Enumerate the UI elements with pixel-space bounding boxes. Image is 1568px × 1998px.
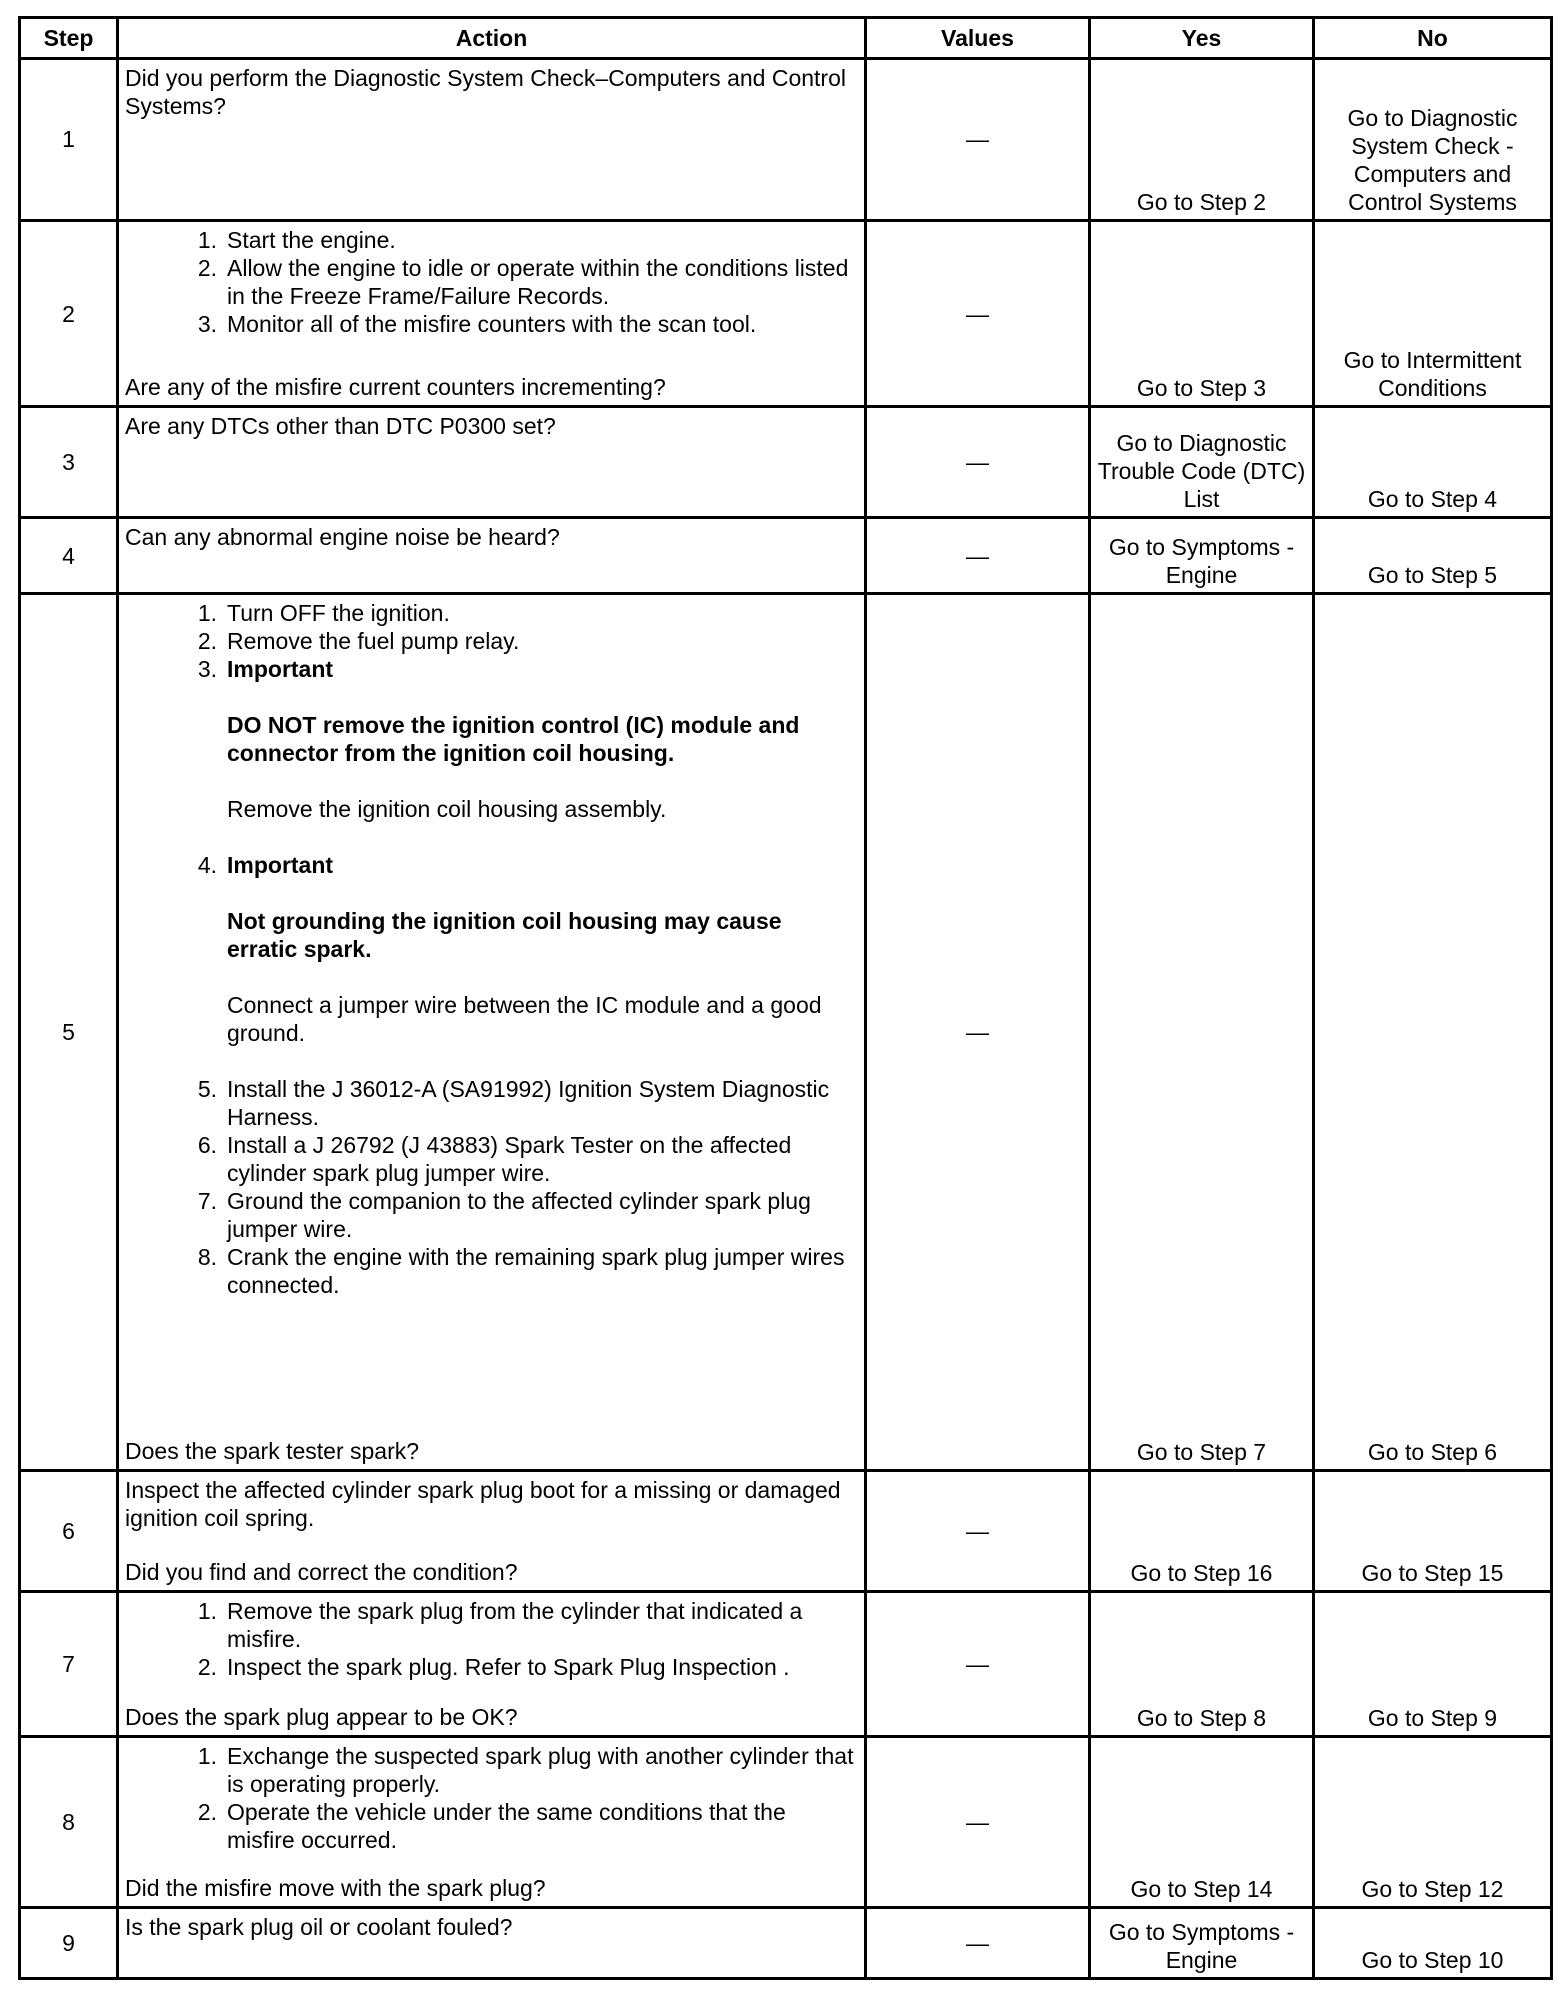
no-outcome: Go to Step 15 [1314, 1470, 1552, 1591]
action-content [125, 1476, 856, 1586]
step-number: 1 [20, 59, 118, 221]
item-text: Ground the companion to the affected cylinder spark plug jumper wire. [227, 1188, 811, 1243]
yes-outcome: Go to Step 7 [1090, 594, 1314, 1471]
action-cell [118, 220, 866, 406]
action-question: Does the spark plug appear to be OK? [125, 1704, 518, 1731]
action-cell [118, 59, 866, 221]
action-cell [118, 517, 866, 593]
spacer [227, 1047, 856, 1075]
action-content [125, 412, 856, 512]
item-text: Monitor all of the misfire counters with the scan tool. [227, 310, 757, 337]
item-text: Connect a jumper wire between the IC module and a good ground. [227, 992, 822, 1047]
action-content [125, 1742, 856, 1901]
item-text: Operate the vehicle under the same conditions that the misfire occurred. [227, 1799, 786, 1854]
no-outcome: Go to Step 9 [1314, 1592, 1552, 1737]
item-number: 5. [197, 1076, 217, 1103]
action-items [125, 412, 856, 512]
item-body [227, 1798, 856, 1854]
yes-outcome: Go to Step 2 [1090, 59, 1314, 221]
spacer [227, 963, 856, 991]
values-cell: — [866, 594, 1090, 1471]
values-cell: — [866, 407, 1090, 518]
table-row [20, 220, 1552, 406]
item-number: 3. [197, 656, 217, 683]
step-number: 9 [20, 1907, 118, 1978]
action-items [125, 1742, 856, 1873]
no-outcome: Go to Step 12 [1314, 1737, 1552, 1907]
step-number: 7 [20, 1592, 118, 1737]
item-number: 2. [197, 254, 217, 281]
action-question: Are any of the misfire current counters incrementing? [125, 374, 666, 401]
yes-outcome: Go to Diagnostic Trouble Code (DTC) List [1090, 407, 1314, 518]
table-row [20, 1470, 1552, 1591]
action-items [125, 64, 856, 215]
action-step-item [125, 1653, 856, 1681]
values-cell: — [866, 1592, 1090, 1737]
item-body [227, 1243, 856, 1299]
action-cell [118, 1592, 866, 1737]
action-step-item [125, 851, 856, 1075]
action-items [125, 523, 856, 588]
action-step-item [125, 599, 856, 627]
item-text: Remove the ignition coil housing assembly. [227, 796, 667, 823]
item-body [227, 599, 856, 627]
item-number: 8. [197, 1244, 217, 1271]
action-items [125, 1476, 856, 1558]
important-heading: Important [227, 852, 334, 879]
action-items [125, 226, 856, 373]
action-cell [118, 1737, 866, 1907]
action-items [125, 1913, 856, 1973]
item-text: Install a J 26792 (J 43883) Spark Tester on the affected cylinder spark plug jumper wire. [227, 1132, 792, 1187]
spacer [227, 767, 856, 795]
spacer [227, 823, 856, 851]
action-step-item [125, 1597, 856, 1653]
yes-outcome: Go to Symptoms - Engine [1090, 517, 1314, 593]
header-no: No [1314, 18, 1552, 59]
item-text: Remove the fuel pump relay. [227, 628, 520, 655]
item-body [227, 851, 856, 1075]
item-body [227, 1075, 856, 1131]
action-text: Are any DTCs other than DTC P0300 set? [125, 413, 556, 440]
action-step-item [125, 1742, 856, 1798]
action-cell [118, 1907, 866, 1978]
table-row [20, 407, 1552, 518]
important-heading: Important [227, 656, 334, 683]
item-number: 6. [197, 1132, 217, 1159]
no-outcome: Go to Step 5 [1314, 517, 1552, 593]
action-text: Is the spark plug oil or coolant fouled? [125, 1913, 513, 1940]
spacer [227, 683, 856, 711]
action-content [125, 1913, 856, 1973]
action-step-item [125, 1798, 856, 1854]
important-note: DO NOT remove the ignition control (IC) module and connector from the ignition coil housing. [227, 712, 800, 767]
item-number: 2. [197, 628, 217, 655]
item-text: Crank the engine with the remaining spark plug jumper wires connected. [227, 1244, 845, 1299]
item-number: 7. [197, 1188, 217, 1215]
values-cell: — [866, 1737, 1090, 1907]
no-outcome: Go to Diagnostic System Check - Computers and Control Systems [1314, 59, 1552, 221]
action-cell [118, 407, 866, 518]
action-step-item [125, 226, 856, 254]
table-row [20, 594, 1552, 1471]
action-step-item [125, 254, 856, 310]
no-outcome: Go to Step 6 [1314, 594, 1552, 1471]
action-content [125, 226, 856, 401]
table-row [20, 1737, 1552, 1907]
item-number: 3. [197, 310, 217, 337]
item-body [227, 226, 856, 254]
action-question: Does the spark tester spark? [125, 1437, 420, 1464]
item-text: Install the J 36012-A (SA91992) Ignition System Diagnostic Harness. [227, 1076, 830, 1131]
action-question: Did you find and correct the condition? [125, 1559, 518, 1585]
header-values: Values [866, 18, 1090, 59]
values-cell: — [866, 1907, 1090, 1978]
action-cell [118, 1470, 866, 1591]
no-outcome: Go to Intermittent Conditions [1314, 220, 1552, 406]
action-text: Inspect the affected cylinder spark plug boot for a missing or damaged ignition coil spring. [125, 1476, 841, 1531]
no-outcome: Go to Step 10 [1314, 1907, 1552, 1978]
item-text: Inspect the spark plug. Refer to Spark Plug Inspection . [227, 1654, 790, 1680]
step-number: 8 [20, 1737, 118, 1907]
table-row [20, 1592, 1552, 1737]
item-number: 1. [197, 1743, 217, 1770]
yes-outcome: Go to Symptoms - Engine [1090, 1907, 1314, 1978]
important-note: Not grounding the ignition coil housing may cause erratic spark. [227, 908, 782, 963]
no-outcome: Go to Step 4 [1314, 407, 1552, 518]
table-row [20, 59, 1552, 221]
yes-outcome: Go to Step 8 [1090, 1592, 1314, 1737]
step-number: 6 [20, 1470, 118, 1591]
diagnostic-table [18, 16, 1553, 1980]
item-text: Allow the engine to idle or operate within the conditions listed in the Freeze Frame/Failure Records. [227, 254, 849, 309]
action-question: Did the misfire move with the spark plug? [125, 1874, 546, 1901]
header-step: Step [20, 18, 118, 59]
yes-outcome: Go to Step 16 [1090, 1470, 1314, 1591]
action-step-item [125, 627, 856, 655]
yes-outcome: Go to Step 14 [1090, 1737, 1314, 1907]
action-step-item [125, 655, 856, 851]
item-body [227, 310, 856, 338]
action-items [125, 1597, 856, 1703]
item-text: Turn OFF the ignition. [227, 600, 450, 627]
item-body [227, 627, 856, 655]
item-body [227, 1742, 856, 1798]
step-number: 5 [20, 594, 118, 1471]
action-cell [118, 594, 866, 1471]
action-text: Can any abnormal engine noise be heard? [125, 523, 560, 550]
action-content [125, 64, 856, 215]
item-text: Remove the spark plug from the cylinder that indicated a misfire. [227, 1598, 803, 1652]
action-step-item [125, 1243, 856, 1299]
action-step-item [125, 1187, 856, 1243]
step-number: 3 [20, 407, 118, 518]
spacer [227, 879, 856, 907]
action-content [125, 1597, 856, 1731]
action-content [125, 599, 856, 1465]
yes-outcome: Go to Step 3 [1090, 220, 1314, 406]
item-number: 1. [197, 1598, 217, 1624]
item-text: Exchange the suspected spark plug with another cylinder that is operating properly. [227, 1743, 854, 1798]
action-text: Did you perform the Diagnostic System Check–Computers and Control Systems? [125, 65, 846, 119]
item-number: 2. [197, 1654, 217, 1680]
item-number: 1. [197, 600, 217, 627]
item-body [227, 1131, 856, 1187]
item-text: Start the engine. [227, 226, 396, 253]
step-number: 4 [20, 517, 118, 593]
table-row [20, 517, 1552, 593]
action-step-item [125, 1075, 856, 1131]
item-number: 2. [197, 1799, 217, 1826]
header-action: Action [118, 18, 866, 59]
item-number: 4. [197, 852, 217, 879]
action-step-item [125, 310, 856, 338]
values-cell: — [866, 59, 1090, 221]
action-items [125, 599, 856, 1437]
table-row [20, 1907, 1552, 1978]
header-yes: Yes [1090, 18, 1314, 59]
values-cell: — [866, 517, 1090, 593]
item-body [227, 1187, 856, 1243]
item-number: 1. [197, 226, 217, 253]
values-cell: — [866, 220, 1090, 406]
item-body [227, 1653, 856, 1681]
action-step-item [125, 1131, 856, 1187]
step-number: 2 [20, 220, 118, 406]
values-cell: — [866, 1470, 1090, 1591]
action-content [125, 523, 856, 588]
item-body [227, 254, 856, 310]
header-row [20, 18, 1552, 59]
item-body [227, 1597, 856, 1653]
item-body [227, 655, 856, 851]
